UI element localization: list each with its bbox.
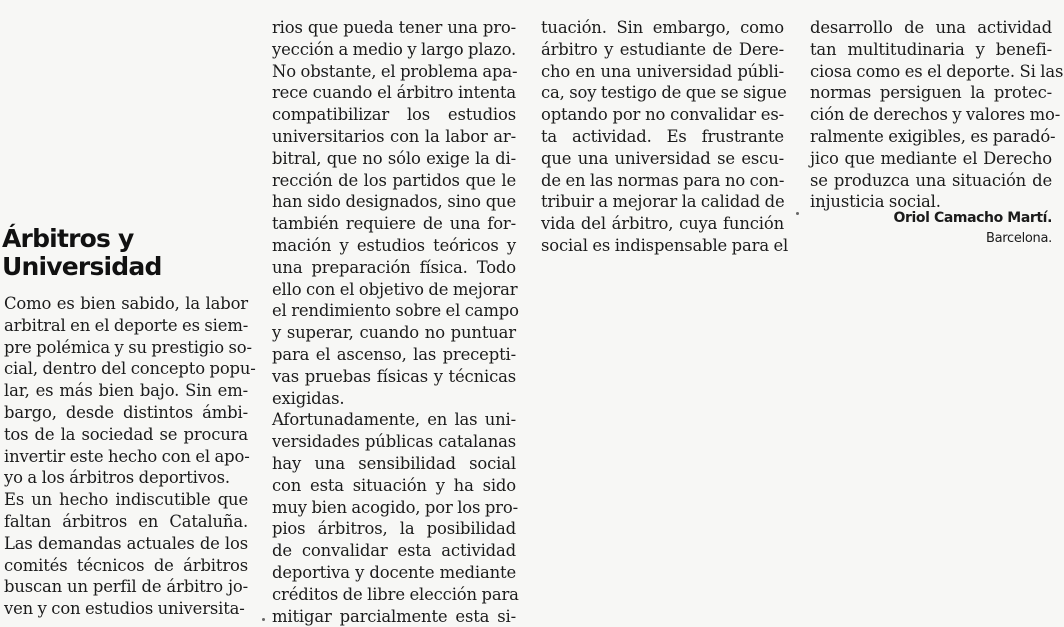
headline-line: Universidad xyxy=(2,252,162,281)
text-line: cial, dentro del concepto popu- xyxy=(4,359,256,379)
text-line: normas persiguen la protec- xyxy=(810,83,1052,103)
text-column-1 xyxy=(4,293,256,620)
text-line: ralmente exigibles, es paradó- xyxy=(810,126,1056,146)
text-line: compatibilizar los estudios xyxy=(272,105,516,125)
text-line: rios que pueda tener una pro- xyxy=(272,18,516,37)
text-column-4 xyxy=(810,17,1064,213)
text-line: desarrollo de una actividad xyxy=(810,18,1052,37)
text-line: mación y estudios teóricos y xyxy=(272,235,516,255)
text-line: ven y con estudios universita- xyxy=(4,599,245,619)
letter-signature xyxy=(893,208,1052,249)
print-speck xyxy=(796,212,799,215)
text-line: árbitro y estudiante de Dere- xyxy=(541,39,784,59)
text-line: rece cuando el árbitro intenta xyxy=(272,83,516,103)
text-line: lar, es más bien bajo. Sin em- xyxy=(4,381,248,401)
text-line: créditos de libre elección para xyxy=(272,584,519,604)
text-line: también requiere de una for- xyxy=(272,214,516,234)
text-line: ca, soy testigo de que se sigue xyxy=(541,83,787,103)
text-line: Las demandas actuales de los xyxy=(4,533,248,553)
text-line: que una universidad se escu- xyxy=(541,148,784,168)
text-line: se produzca una situación de xyxy=(810,170,1052,190)
text-line: comités técnicos de árbitros xyxy=(4,555,248,575)
print-speck xyxy=(262,618,265,621)
text-line: Como es bien sabido, la labor xyxy=(4,294,248,313)
text-line: No obstante, el problema apa- xyxy=(272,61,518,81)
text-line: una preparación física. Todo xyxy=(272,257,516,277)
text-line: arbitral en el deporte es siem- xyxy=(4,315,249,335)
text-line: buscan un perfil de árbitro jo- xyxy=(4,577,248,597)
text-line: con esta situación y ha sido xyxy=(272,475,516,495)
text-line: ello con el objetivo de mejorar xyxy=(272,279,518,299)
text-line: el rendimiento sobre el campo xyxy=(272,301,519,321)
text-line: vas pruebas físicas y técnicas xyxy=(272,366,516,386)
text-line: injusticia social. xyxy=(810,192,941,212)
text-line: cho en una universidad públi- xyxy=(541,61,784,81)
text-line: ta actividad. Es frustrante xyxy=(541,126,784,146)
letter-headline xyxy=(2,225,162,281)
text-line: ción de derechos y valores mo- xyxy=(810,105,1061,125)
text-line: ciosa como es el deporte. Si las xyxy=(810,61,1064,81)
text-line: faltan árbitros en Cataluña. xyxy=(4,511,248,531)
author-name: Oriol Camacho Martí. xyxy=(893,210,1052,226)
text-line: Es un hecho indiscutible que xyxy=(4,490,248,510)
text-line: deportiva y docente mediante xyxy=(272,562,516,582)
text-line: han sido designados, sino que xyxy=(272,192,516,212)
text-line: social es indispensable para el xyxy=(541,235,789,255)
author-location: Barcelona. xyxy=(986,231,1052,246)
text-line: optando por no convalidar es- xyxy=(541,105,784,125)
text-line: hay una sensibilidad social xyxy=(272,453,516,473)
headline-line: Árbitros y xyxy=(2,224,134,253)
text-line: yección a medio y largo plazo. xyxy=(272,39,517,59)
text-line: invertir este hecho con el apo- xyxy=(4,446,250,466)
text-line: tan multitudinaria y benefi- xyxy=(810,39,1052,59)
text-line: versidades públicas catalanas xyxy=(272,432,516,452)
text-line: y superar, cuando no puntuar xyxy=(272,323,516,343)
text-line: de en las normas para no con- xyxy=(541,170,785,190)
text-line: muy bien acogido, por los pro- xyxy=(272,497,518,517)
text-line: tos de la sociedad se procura xyxy=(4,424,248,444)
text-line: exigidas. xyxy=(272,388,345,408)
text-line: mitigar parcialmente esta si- xyxy=(272,606,516,626)
text-line: yo a los árbitros deportivos. xyxy=(4,468,230,488)
text-line: bargo, desde distintos ámbi- xyxy=(4,402,248,422)
text-line: tribuir a mejorar la calidad de xyxy=(541,192,785,212)
text-line: pre polémica y su prestigio so- xyxy=(4,337,252,357)
text-line: bitral, que no sólo exige la di- xyxy=(272,148,516,168)
text-line: tuación. Sin embargo, como xyxy=(541,18,784,37)
text-line: universitarios con la labor ar- xyxy=(272,126,516,146)
text-column-3 xyxy=(541,17,789,257)
text-column-2 xyxy=(272,17,519,627)
text-line: jico que mediante el Derecho xyxy=(810,148,1052,168)
text-line: Afortunadamente, en las uni- xyxy=(272,410,516,430)
text-line: de convalidar esta actividad xyxy=(272,541,516,561)
text-line: vida del árbitro, cuya función xyxy=(541,214,784,234)
text-line: pios árbitros, la posibilidad xyxy=(272,519,516,539)
text-line: para el ascenso, las precepti- xyxy=(272,344,516,364)
text-line: rección de los partidos que le xyxy=(272,170,516,190)
